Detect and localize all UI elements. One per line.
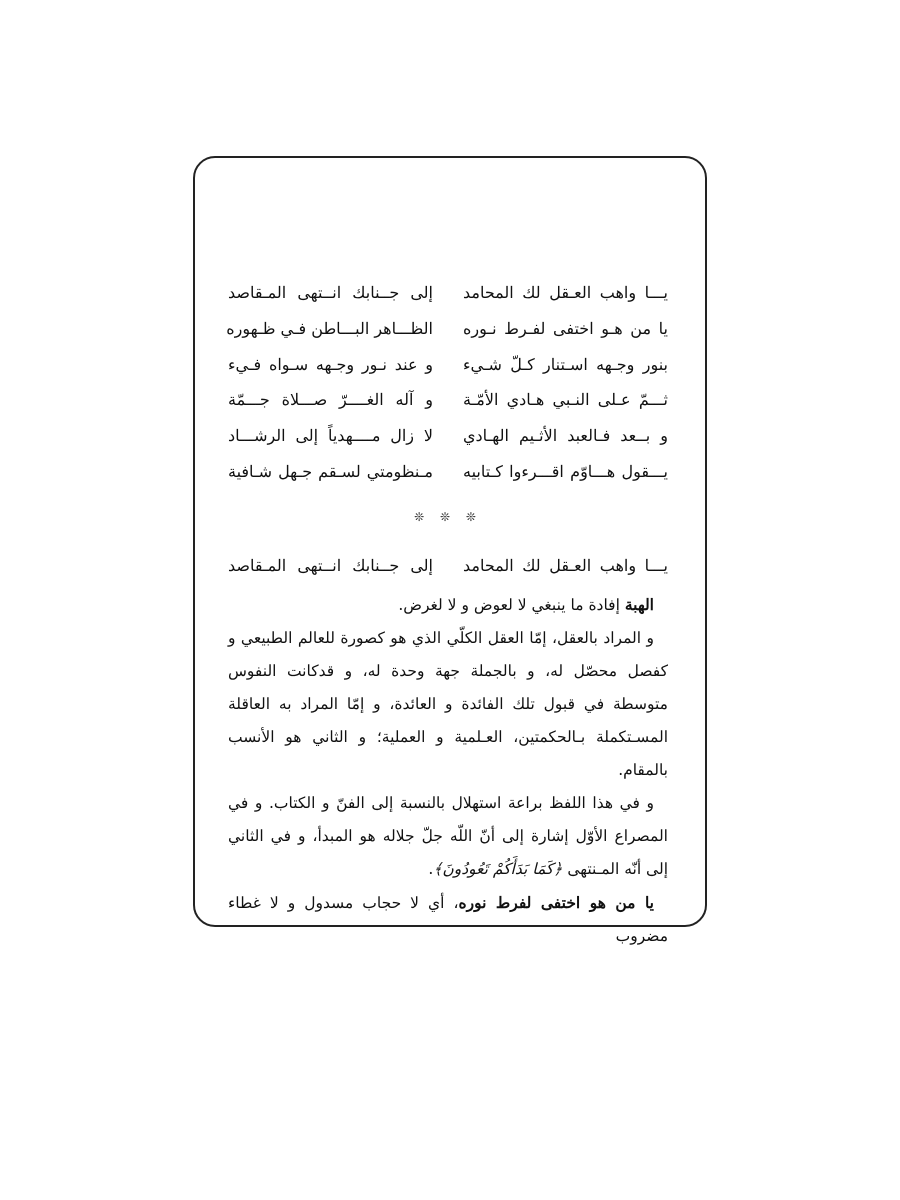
quran-quote: ﴿كَمَا بَدَأَكُمْ تَعُودُونَ﴾ (433, 860, 563, 878)
commentary-term: الهبة (624, 595, 654, 614)
verse-row (228, 355, 668, 391)
verse-row (228, 319, 668, 355)
commentary-paragraph (228, 886, 668, 953)
verse-first-hemistich: ثـــمّ عـلى النـبي هـادي الأمّـة (463, 390, 668, 410)
verse-second-hemistich: و آله الغــــرّ صـــلاة جـــمّة (228, 390, 433, 410)
commentary-definition: ، أي لا حجاب مسدول و لا غطاء مضروب (228, 894, 668, 945)
verse-second-hemistich: لا زال مــــهدياً إلى الرشـــاد (228, 426, 433, 446)
verse-first-hemistich: و بــعد فـالعبد الأثـيم الهـادي (463, 426, 668, 446)
commentary-paragraph (228, 588, 668, 622)
verse-first-hemistich: يـــقول هـــاوّم اقـــرءوا كـتابيه (463, 461, 668, 481)
commentary-text-span: و في هذا اللفظ براعة استهلال بالنسبة إلى الفنّ و الكتاب. و في المصراع الأوّل إشارة إلى أنّ اللّه جلّ جلاله هو المبدأ، و في الثاني إلى أنّه المـنتهى (228, 794, 668, 878)
verse-second-hemistich: مـنظومتي لسـقم جـهل شـافية (228, 461, 433, 481)
verse-row (228, 283, 668, 319)
verse-second-hemistich: إلى جــنابك انــتهى المـقاصد (228, 283, 433, 302)
verse-row (228, 390, 668, 426)
verse-second-hemistich: و عند نـور وجـهه سـواه فـيء (228, 354, 433, 374)
verse-second-hemistich: إلى جــنابك انــتهى المـقاصد (228, 556, 433, 575)
commentary-definition: إفادة ما ينبغي لا لعوض و لا لغرض. (398, 596, 625, 614)
commentary-paragraph: و المراد بالعقل، إمّا العقل الكلّي الذي هو كصورة للعالم الطبيعي و كفصل محصّل له، و بالجملة جهة وحدة له، و قدكانت النفوس متوسطة في قبول تلك الفائدة و العائدة، و إمّا المراد به العاقلة المسـتكملة بـالحكمتين، العـلمية و العملية؛ و الثاني هو الأنسب بالمقام. (228, 629, 668, 779)
section-separator: ❊ ❊ ❊ (414, 510, 482, 524)
commentary-text-span: . (428, 860, 434, 878)
verse-first-hemistich: يـــا واهب العـقل لك المحامد (463, 283, 668, 302)
verse-row (228, 462, 668, 498)
commentary-text (228, 588, 668, 953)
quoted-verse (228, 556, 668, 586)
verse-row (228, 426, 668, 462)
commentary-term: يا من هو اختفى لفرط نوره (458, 893, 654, 912)
verse-first-hemistich: يا من هـو اختفى لفـرط نـوره (463, 318, 668, 338)
verse-first-hemistich: بنور وجـهه اسـتنار كـلّ شـيء (463, 354, 668, 374)
page-content (228, 0, 668, 1200)
commentary-paragraph (228, 787, 668, 886)
verse-second-hemistich: الظـــاهر البـــاطن فـي ظـهوره (226, 318, 433, 338)
verse-first-hemistich: يـــا واهب العـقل لك المحامد (463, 556, 668, 575)
poem-verses (228, 283, 668, 498)
